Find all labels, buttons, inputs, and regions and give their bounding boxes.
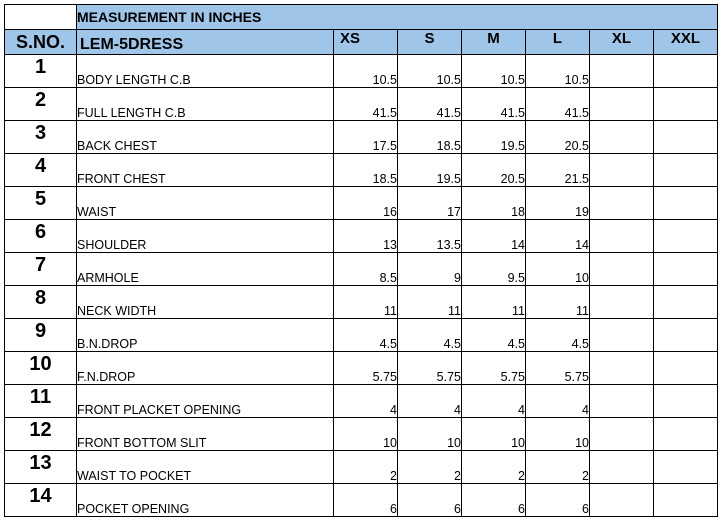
- value-cell-xs: 4: [334, 385, 398, 418]
- value-cell-l: 10.5: [526, 55, 590, 88]
- measurement-name: FULL LENGTH C.B: [77, 88, 334, 121]
- value-cell-s: 19.5: [398, 154, 462, 187]
- value-cell-xl: [590, 253, 654, 286]
- value-cell-xxl: [654, 352, 718, 385]
- value-cell-l: 10: [526, 253, 590, 286]
- value-cell-xxl: [654, 253, 718, 286]
- size-header-xl: XL: [590, 30, 654, 55]
- row-number: 5: [5, 187, 77, 220]
- value-cell-s: 41.5: [398, 88, 462, 121]
- value-cell-l: 20.5: [526, 121, 590, 154]
- value-cell-m: 5.75: [462, 352, 526, 385]
- value-cell-l: 19: [526, 187, 590, 220]
- value-cell-xs: 5.75: [334, 352, 398, 385]
- measurement-name: FRONT BOTTOM SLIT: [77, 418, 334, 451]
- value-cell-xxl: [654, 187, 718, 220]
- value-cell-l: 10: [526, 418, 590, 451]
- table-row: [5, 484, 718, 517]
- size-header-xxl: XXL: [654, 30, 718, 55]
- value-cell-s: 2: [398, 451, 462, 484]
- table-row: [5, 121, 718, 154]
- value-cell-xs: 41.5: [334, 88, 398, 121]
- value-cell-l: 6: [526, 484, 590, 517]
- value-cell-m: 4: [462, 385, 526, 418]
- sno-header: S.NO.: [5, 30, 77, 55]
- row-number: 6: [5, 220, 77, 253]
- value-cell-l: 2: [526, 451, 590, 484]
- value-cell-s: 17: [398, 187, 462, 220]
- value-cell-l: 5.75: [526, 352, 590, 385]
- value-cell-xxl: [654, 88, 718, 121]
- value-cell-m: 19.5: [462, 121, 526, 154]
- value-cell-m: 20.5: [462, 154, 526, 187]
- table-row: [5, 253, 718, 286]
- measurement-name: B.N.DROP: [77, 319, 334, 352]
- style-header: LEM-5DRESS: [77, 30, 334, 55]
- value-cell-xl: [590, 286, 654, 319]
- value-cell-xs: 11: [334, 286, 398, 319]
- value-cell-l: 14: [526, 220, 590, 253]
- size-header-l: L: [526, 30, 590, 55]
- row-number: 12: [5, 418, 77, 451]
- table-row: [5, 154, 718, 187]
- measurement-name: BODY LENGTH C.B: [77, 55, 334, 88]
- value-cell-l: 4.5: [526, 319, 590, 352]
- value-cell-xl: [590, 55, 654, 88]
- size-header-xs: XS: [334, 30, 398, 55]
- value-cell-xs: 17.5: [334, 121, 398, 154]
- row-number: 8: [5, 286, 77, 319]
- measurement-name: NECK WIDTH: [77, 286, 334, 319]
- measurement-name: FRONT PLACKET OPENING: [77, 385, 334, 418]
- table-row: [5, 451, 718, 484]
- value-cell-l: 4: [526, 385, 590, 418]
- row-number: 14: [5, 484, 77, 517]
- value-cell-xl: [590, 121, 654, 154]
- value-cell-xl: [590, 352, 654, 385]
- value-cell-xl: [590, 319, 654, 352]
- table-row: [5, 319, 718, 352]
- row-number: 7: [5, 253, 77, 286]
- value-cell-s: 11: [398, 286, 462, 319]
- table-row: [5, 286, 718, 319]
- title-row: [5, 5, 718, 30]
- value-cell-s: 6: [398, 484, 462, 517]
- table-row: [5, 55, 718, 88]
- size-header-m: M: [462, 30, 526, 55]
- value-cell-xxl: [654, 154, 718, 187]
- value-cell-xs: 6: [334, 484, 398, 517]
- value-cell-m: 14: [462, 220, 526, 253]
- value-cell-xl: [590, 385, 654, 418]
- sheet-title: MEASUREMENT IN INCHES: [77, 5, 718, 30]
- value-cell-m: 18: [462, 187, 526, 220]
- value-cell-s: 10: [398, 418, 462, 451]
- measurement-name: WAIST: [77, 187, 334, 220]
- row-number: 9: [5, 319, 77, 352]
- measurement-name: POCKET OPENING: [77, 484, 334, 517]
- table-row: [5, 187, 718, 220]
- value-cell-xxl: [654, 451, 718, 484]
- row-number: 10: [5, 352, 77, 385]
- value-cell-l: 21.5: [526, 154, 590, 187]
- table-row: [5, 352, 718, 385]
- value-cell-s: 9: [398, 253, 462, 286]
- row-number: 13: [5, 451, 77, 484]
- size-header-s: S: [398, 30, 462, 55]
- value-cell-xs: 2: [334, 451, 398, 484]
- value-cell-xl: [590, 187, 654, 220]
- header-row: [5, 30, 718, 55]
- measurement-name: BACK CHEST: [77, 121, 334, 154]
- value-cell-s: 10.5: [398, 55, 462, 88]
- row-number: 11: [5, 385, 77, 418]
- table-row: [5, 220, 718, 253]
- row-number: 2: [5, 88, 77, 121]
- table-row: [5, 418, 718, 451]
- value-cell-xl: [590, 451, 654, 484]
- value-cell-xxl: [654, 286, 718, 319]
- measurement-name: F.N.DROP: [77, 352, 334, 385]
- value-cell-xl: [590, 484, 654, 517]
- value-cell-xs: 8.5: [334, 253, 398, 286]
- value-cell-xxl: [654, 484, 718, 517]
- value-cell-xl: [590, 418, 654, 451]
- value-cell-s: 5.75: [398, 352, 462, 385]
- row-number: 1: [5, 55, 77, 88]
- value-cell-xxl: [654, 319, 718, 352]
- value-cell-xs: 18.5: [334, 154, 398, 187]
- table-row: [5, 385, 718, 418]
- value-cell-l: 41.5: [526, 88, 590, 121]
- value-cell-m: 2: [462, 451, 526, 484]
- row-number: 3: [5, 121, 77, 154]
- value-cell-l: 11: [526, 286, 590, 319]
- value-cell-xxl: [654, 418, 718, 451]
- value-cell-xxl: [654, 55, 718, 88]
- value-cell-xxl: [654, 220, 718, 253]
- value-cell-m: 41.5: [462, 88, 526, 121]
- title-blank-cell: [5, 5, 77, 30]
- value-cell-m: 10: [462, 418, 526, 451]
- value-cell-xs: 13: [334, 220, 398, 253]
- value-cell-m: 9.5: [462, 253, 526, 286]
- value-cell-xl: [590, 88, 654, 121]
- value-cell-m: 4.5: [462, 319, 526, 352]
- table-row: [5, 88, 718, 121]
- value-cell-xs: 16: [334, 187, 398, 220]
- value-cell-xxl: [654, 385, 718, 418]
- measurement-name: FRONT CHEST: [77, 154, 334, 187]
- row-number: 4: [5, 154, 77, 187]
- value-cell-m: 11: [462, 286, 526, 319]
- measurement-name: WAIST TO POCKET: [77, 451, 334, 484]
- value-cell-m: 6: [462, 484, 526, 517]
- value-cell-m: 10.5: [462, 55, 526, 88]
- value-cell-s: 4.5: [398, 319, 462, 352]
- value-cell-s: 18.5: [398, 121, 462, 154]
- value-cell-xs: 10: [334, 418, 398, 451]
- value-cell-xl: [590, 220, 654, 253]
- measurement-name: ARMHOLE: [77, 253, 334, 286]
- value-cell-xs: 4.5: [334, 319, 398, 352]
- measurement-table: [4, 4, 718, 517]
- value-cell-xxl: [654, 121, 718, 154]
- value-cell-xl: [590, 154, 654, 187]
- value-cell-s: 4: [398, 385, 462, 418]
- value-cell-s: 13.5: [398, 220, 462, 253]
- value-cell-xs: 10.5: [334, 55, 398, 88]
- measurement-name: SHOULDER: [77, 220, 334, 253]
